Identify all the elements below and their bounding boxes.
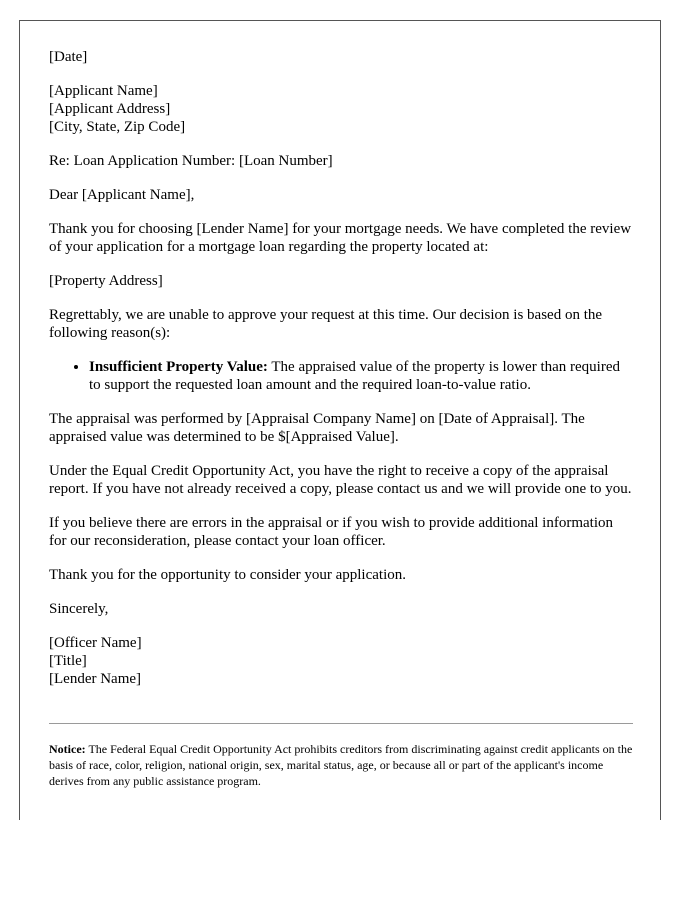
closing: Sincerely, (49, 601, 109, 617)
appraisal-paragraph: The appraisal was performed by [Appraisal Company Name] on [Date of Appraisal]. The appraised value was determined to be $[Appraised Value]. (49, 411, 585, 445)
notice-section (49, 741, 633, 789)
notice-paragraph (49, 741, 633, 789)
re-line: Re: Loan Application Number: [Loan Number] (49, 153, 333, 169)
officer-name: [Officer Name] (49, 635, 142, 651)
ecoa-right-paragraph: Under the Equal Credit Opportunity Act, you have the right to receive a copy of the appraisal report. If you have not already received a copy, please contact us and we will provide one to you. (49, 463, 632, 497)
salutation: Dear [Applicant Name], (49, 187, 195, 203)
lender-name: [Lender Name] (49, 671, 142, 687)
recipient-address-block (49, 82, 633, 136)
notice-text: The Federal Equal Credit Opportunity Act prohibits creditors from discriminating against credit applicants on the basis of race, color, religion, national origin, sex, marital status, age, or because all or part of the applicant's income derives from any public assistance program. (49, 742, 633, 788)
errors-paragraph: If you believe there are errors in the appraisal or if you wish to provide additional information for our reconsideration, please contact your loan officer. (49, 515, 613, 549)
reason-item (89, 358, 633, 394)
letter-body (49, 48, 633, 704)
officer-title: [Title] (49, 653, 87, 669)
decision-paragraph: Regrettably, we are unable to approve your request at this time. Our decision is based on the following reason(s): (49, 307, 603, 341)
signature-block (49, 634, 633, 688)
notice-divider (49, 723, 633, 724)
reasons-list (49, 358, 633, 394)
notice-label: Notice: (49, 742, 86, 756)
letter-page (19, 20, 661, 820)
intro-paragraph: Thank you for choosing [Lender Name] for your mortgage needs. We have completed the review of your application for a mortgage loan regarding the property located at: (49, 221, 632, 255)
recipient-city-state-zip: [City, State, Zip Code] (49, 119, 186, 135)
thanks-paragraph: Thank you for the opportunity to consider your application. (49, 567, 407, 583)
property-address: [Property Address] (49, 273, 163, 289)
reason-title: Insufficient Property Value: (89, 359, 268, 375)
recipient-name: [Applicant Name] (49, 83, 158, 99)
reason-text: The appraised value of the property is lower than required to support the requested loan amount and the required loan-to-value ratio. (89, 359, 620, 393)
recipient-address: [Applicant Address] (49, 101, 171, 117)
letter-date: [Date] (49, 49, 88, 65)
